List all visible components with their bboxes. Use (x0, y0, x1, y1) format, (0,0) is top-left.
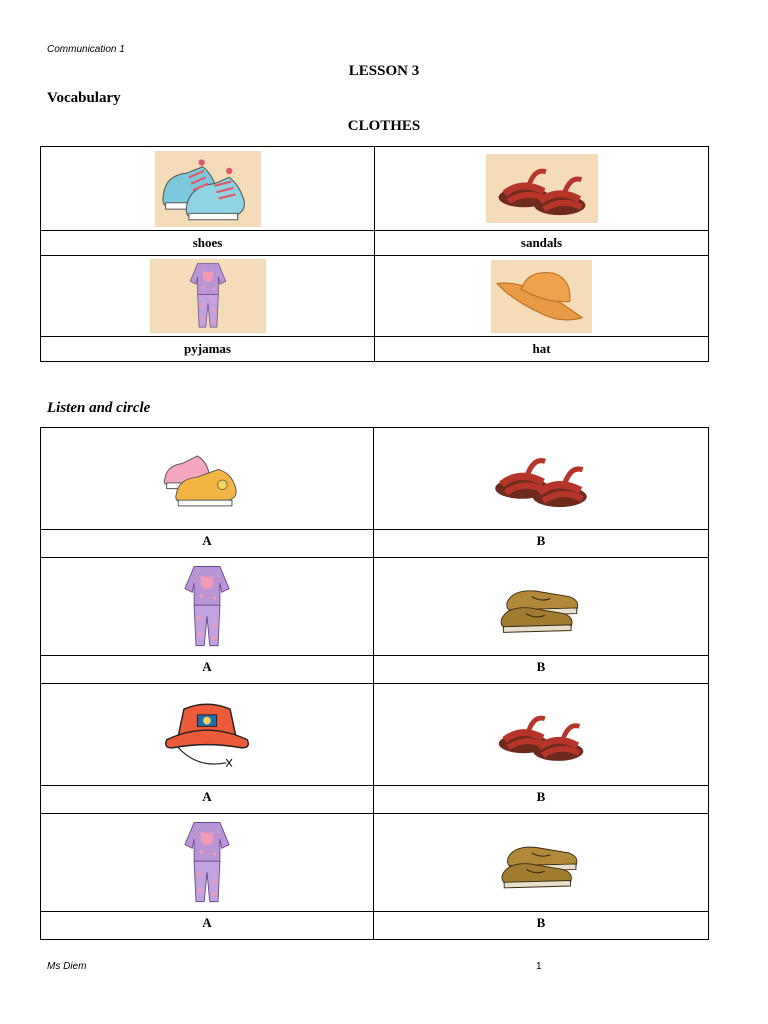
pyjamas-icon (150, 259, 266, 333)
listen-label-a[interactable]: A (41, 656, 374, 684)
listen-option-a[interactable] (41, 558, 374, 656)
listen-option-b[interactable] (374, 428, 709, 530)
listen-option-a[interactable] (41, 684, 374, 786)
listen-option-b[interactable] (374, 558, 709, 656)
listen-heading: Listen and circle (47, 400, 151, 416)
footer-author: Ms Diem (47, 961, 87, 972)
vocab-cell-pyjamas (41, 256, 375, 337)
listen-label-a[interactable]: A (41, 530, 374, 558)
page-number: 1 (536, 961, 542, 972)
listen-table (40, 427, 709, 940)
vocab-cell-shoes (41, 147, 375, 231)
listen-option-a[interactable] (41, 814, 374, 912)
sun-hat-icon (491, 260, 592, 333)
listen-label-b[interactable]: B (374, 530, 709, 558)
vocabulary-table (40, 146, 709, 362)
lesson-title: LESSON 3 (348, 63, 420, 79)
vocab-label-shoes: shoes (41, 231, 375, 256)
listen-label-a[interactable]: A (41, 786, 374, 814)
bucket-hat-icon (159, 687, 255, 783)
sandals-icon (489, 431, 593, 527)
sandals-icon (486, 154, 598, 223)
sandals-icon (493, 689, 589, 781)
listen-label-a[interactable]: A (41, 912, 374, 940)
vocab-label-hat: hat (375, 337, 709, 362)
vocab-label-sandals: sandals (375, 231, 709, 256)
listen-label-b[interactable]: B (374, 786, 709, 814)
pyjamas-icon (160, 817, 254, 909)
vocab-label-pyjamas: pyjamas (41, 337, 375, 362)
loafers-icon (495, 818, 587, 908)
vocab-cell-sandals (375, 147, 709, 231)
clothes-title: CLOTHES (347, 118, 421, 134)
sneakers-icon (159, 431, 255, 527)
listen-option-b[interactable] (374, 814, 709, 912)
listen-label-b[interactable]: B (374, 656, 709, 684)
vocab-cell-hat (375, 256, 709, 337)
vocabulary-heading: Vocabulary (47, 90, 121, 106)
listen-option-b[interactable] (374, 684, 709, 786)
listen-option-a[interactable] (41, 428, 374, 530)
listen-label-b[interactable]: B (374, 912, 709, 940)
pyjamas-icon (160, 561, 254, 653)
header-note: Communication 1 (47, 44, 125, 55)
sneakers-icon (155, 151, 261, 227)
loafers-icon (494, 562, 588, 652)
